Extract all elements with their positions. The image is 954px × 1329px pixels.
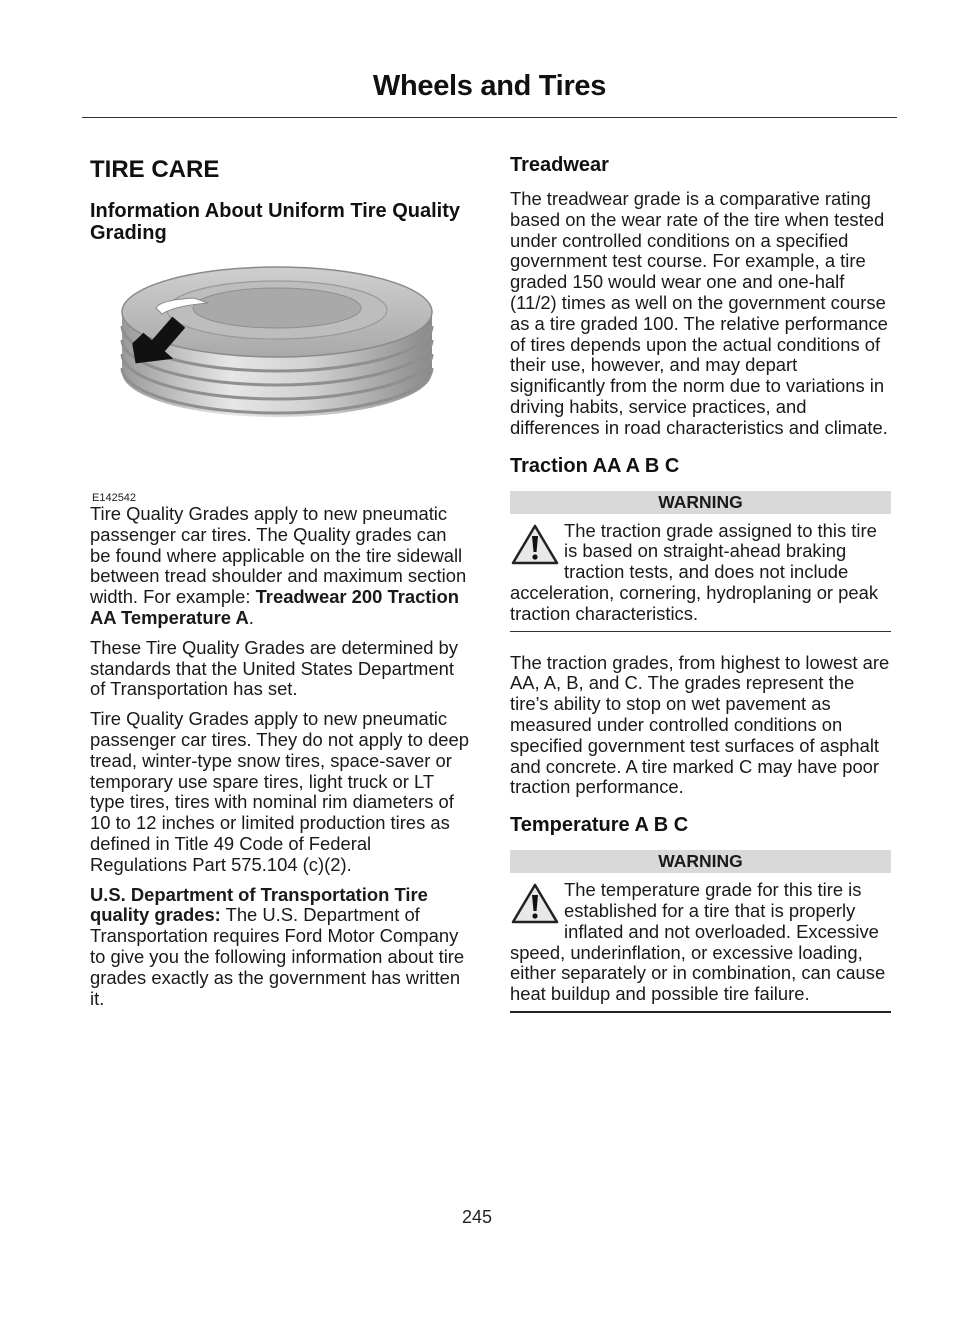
traction-warning-rule [510,631,891,632]
traction-warning-box [510,491,891,632]
paragraph-applicability: Tire Quality Grades apply to new pneumatic passenger car tires. They do not apply to deep tread, winter-type snow tires, space-saver or temporary use spare tires, light truck or LT type tires, tires with nominal rim diameters of 10 to 12 inches or limited production tires as defined in Title 49 Code of Federal Regulations Part 575.104 (c)(2). [90,708,469,875]
temperature-warning-rule [510,1011,891,1013]
figure-code: E142542 [92,492,137,504]
traction-paragraph: The traction grades, from highest to lowest are AA, A, B, and C. The grades represent the tire’s ability to stop on wet pavement as measured under controlled conditions on specified government test surfaces of asphalt and concrete. A tire marked C may have poor traction performance. [510,651,890,798]
temperature-warning-box [510,850,891,1013]
traction-warning-text: The traction grade assigned to this tire is based on straight-ahead braking traction tests, and does not include acceleration, cornering, hydroplaning or peak traction characteristics. [510,519,879,624]
subsection-title: Information About Uniform Tire Quality Grading [90,200,460,244]
warning-triangle-icon [510,882,560,926]
traction-warning-label: WARNING [510,491,891,514]
example-grade: Treadwear 200 Traction AA Temperature A [90,586,460,628]
treadwear-heading: Treadwear [510,154,609,176]
dot-grades-label: U.S. Department of Transportation Tire quality grades: [90,883,428,926]
page-number: 245 [461,1207,493,1227]
paragraph-dot-grades: U.S. Department of Transportation Tire quality grades: The U.S. Department of Transportation requires Ford Motor Company to give you the following information about tire grades exactly as the government has written it. [90,883,465,1009]
traction-heading: Traction AA A B C [510,454,680,477]
treadwear-paragraph: The treadwear grade is a comparative rating based on the wear rate of the tire when tested under controlled conditions on a specified government test course. For example, a tire graded 150 would wear one and one-half (11/2) times as well on the government course as a tire graded 100. The relative performance of tires depends upon the actual conditions of their use, however, and may depart significantly from the norm due to variations in driving habits, service practices, and differences in road characteristics and climate. [510,188,888,438]
tire-illustration [90,254,471,504]
section-title: TIRE CARE [90,156,220,183]
right-column [510,150,891,1013]
header-divider [82,117,897,118]
left-column [90,150,471,1018]
paragraph-standards: These Tire Quality Grades are determined by standards that the United States Department of Transportation has set. [90,636,458,700]
temperature-heading: Temperature A B C [510,814,689,837]
paragraph-quality-grades: Tire Quality Grades apply to new pneumatic passenger car tires. The Quality grades can be found where applicable on the tire sidewall between tread shoulder and maximum section width. For example: Treadwear 200 Traction AA Temperature A. [90,503,467,628]
page-title: Wheels and Tires [372,70,607,102]
temperature-warning-text: The temperature grade for this tire is established for a tire that is properly inflated and not overloaded. Excessive speed, underinflation, or excessive loading, either separately or in combination, can cause heat buildup and possible tire failure. [510,879,886,1005]
tire-figure [90,254,471,504]
temperature-warning-label: WARNING [510,850,891,873]
warning-triangle-icon [510,523,560,567]
